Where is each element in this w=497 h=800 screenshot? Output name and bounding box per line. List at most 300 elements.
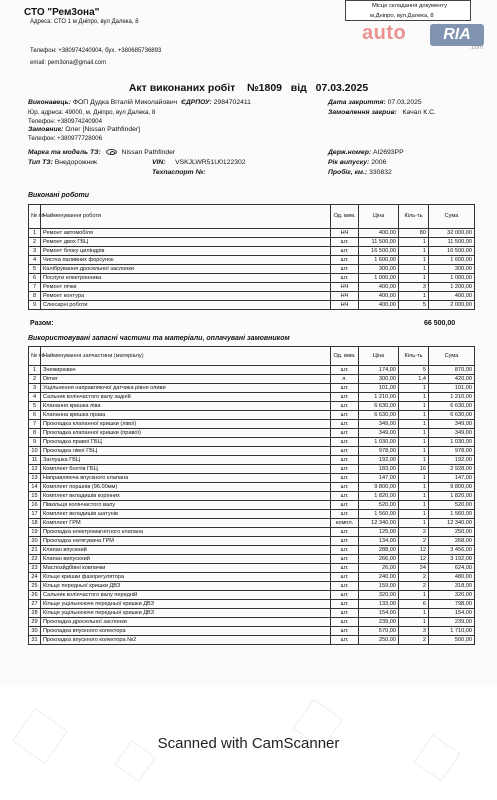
- vehicle-passport-line: Техпаспорт №:: [152, 169, 206, 176]
- works-row-sum: 16 500,00: [429, 247, 475, 256]
- parts-row-num: 2: [29, 375, 41, 384]
- parts-row-sum: 6 630,00: [429, 411, 475, 420]
- act-title: Акт виконаних робіт №1809 від 07.03.2025: [128, 82, 369, 94]
- company-phone: Телефон: +380974240904, бух. +380685736893: [30, 48, 162, 54]
- parts-row-sum: 1 560,00: [429, 510, 475, 519]
- parts-row-unit: шт.: [331, 627, 359, 636]
- parts-row-price: 266,00: [359, 555, 399, 564]
- vehicle-vin: VSKJLWR51U0122302: [175, 159, 246, 166]
- parts-row-qty: 1: [399, 591, 429, 600]
- works-row-name: Ремонт автомобіля: [41, 229, 331, 238]
- parts-row-qty: 5: [399, 366, 429, 375]
- parts-row: [29, 582, 475, 591]
- parts-row: [29, 420, 475, 429]
- parts-row-num: 1: [29, 366, 41, 375]
- parts-row-sum: 3 456,00: [429, 546, 475, 555]
- works-row: [29, 229, 475, 238]
- parts-row-num: 7: [29, 420, 41, 429]
- parts-row-sum: 1 820,00: [429, 492, 475, 501]
- works-row-qty: 5: [399, 301, 429, 310]
- parts-header-unit: Од. вим.: [331, 347, 359, 366]
- parts-row: [29, 564, 475, 573]
- parts-row-sum: 349,00: [429, 429, 475, 438]
- parts-row-qty: 1: [399, 447, 429, 456]
- parts-row-sum: 500,00: [429, 636, 475, 645]
- parts-row-unit: шт.: [331, 501, 359, 510]
- works-row-name: Ремонт контура: [41, 292, 331, 301]
- parts-row-num: 27: [29, 600, 41, 609]
- parts-row-name: Прокладка лівої ГБЦ: [41, 447, 331, 456]
- parts-row-unit: л.: [331, 375, 359, 384]
- parts-row-sum: 9 800,00: [429, 483, 475, 492]
- parts-row-qty: 1: [399, 474, 429, 483]
- parts-row-unit: шт.: [331, 456, 359, 465]
- parts-row-price: 159,00: [359, 582, 399, 591]
- works-row-sum: 300,00: [429, 265, 475, 274]
- parts-row-qty: 1: [399, 429, 429, 438]
- works-row-sum: 2 000,00: [429, 301, 475, 310]
- parts-row-price: 147,00: [359, 474, 399, 483]
- parts-row-unit: шт.: [331, 591, 359, 600]
- company-email: email: pem3ona@gmail.com: [30, 60, 107, 66]
- vehicle-year-line: Рік випуску: 2006: [328, 159, 387, 166]
- parts-row-qty: 2: [399, 537, 429, 546]
- parts-row-sum: 978,00: [429, 447, 475, 456]
- parts-row-num: 30: [29, 627, 41, 636]
- parts-row-qty: 2: [399, 528, 429, 537]
- parts-row-price: 978,00: [359, 447, 399, 456]
- parts-row-price: 134,00: [359, 537, 399, 546]
- parts-row-qty: 1: [399, 483, 429, 492]
- parts-row-num: 23: [29, 564, 41, 573]
- works-row-sum: 11 500,00: [429, 238, 475, 247]
- works-total-value: 66 500,00: [424, 320, 456, 327]
- parts-row-num: 16: [29, 501, 41, 510]
- parts-row-unit: шт.: [331, 465, 359, 474]
- works-header-price: Ціна: [359, 205, 399, 229]
- act-date: 07.03.2025: [315, 82, 369, 94]
- works-header-qty: Кіль-ть: [399, 205, 429, 229]
- parts-row-price: 570,00: [359, 627, 399, 636]
- parts-row-num: 20: [29, 537, 41, 546]
- parts-row-name: Прокладка електромагнітного клапана: [41, 528, 331, 537]
- parts-row-name: Маслозйдбівні ковпачки: [41, 564, 331, 573]
- works-row-unit: шт.: [331, 238, 359, 247]
- act-number: №1809: [246, 82, 283, 94]
- works-header-unit: Од. вим.: [331, 205, 359, 229]
- company-name: СТО "Рем3она": [24, 7, 100, 18]
- works-row-qty: 80: [399, 229, 429, 238]
- stamp-line-1: Місце складання документу: [372, 3, 448, 9]
- executor-phone: Телефон: +380974240904: [28, 118, 103, 125]
- parts-row-unit: шт.: [331, 564, 359, 573]
- parts-row-name: Кільце ущільнююче передньої кришки ДВЗ: [41, 609, 331, 618]
- parts-row: [29, 546, 475, 555]
- parts-row-name: Знежирювач: [41, 366, 331, 375]
- parts-row-qty: 1: [399, 609, 429, 618]
- parts-row-sum: 349,00: [429, 420, 475, 429]
- works-row-unit: шт.: [331, 274, 359, 283]
- parts-row-price: 6 630,00: [359, 411, 399, 420]
- parts-row-name: Комплект ГРМ: [41, 519, 331, 528]
- parts-row: [29, 573, 475, 582]
- parts-row-name: Кільце ущільнююче передньої кришки ДВЗ: [41, 600, 331, 609]
- parts-row-price: 6 630,00: [359, 402, 399, 411]
- works-header-sum: Сума: [429, 205, 475, 229]
- works-row-price: 1 000,00: [359, 274, 399, 283]
- watermark-auto: auto: [362, 22, 407, 44]
- works-row-price: 400,00: [359, 229, 399, 238]
- parts-row-price: 1 820,00: [359, 492, 399, 501]
- parts-row-num: 31: [29, 636, 41, 645]
- parts-row-num: 21: [29, 546, 41, 555]
- parts-row-sum: 520,00: [429, 501, 475, 510]
- parts-row-sum: 192,00: [429, 456, 475, 465]
- works-row-price: 400,00: [359, 301, 399, 310]
- parts-row-name: Прокладка правої ГБЦ: [41, 438, 331, 447]
- parts-row: [29, 447, 475, 456]
- parts-row-price: 349,00: [359, 420, 399, 429]
- parts-row-num: 17: [29, 510, 41, 519]
- parts-row-num: 18: [29, 519, 41, 528]
- works-row-num: 9: [29, 301, 41, 310]
- works-total-label: Разом:: [30, 320, 54, 327]
- parts-row-sum: 318,00: [429, 582, 475, 591]
- works-row-qty: 1: [399, 274, 429, 283]
- parts-row-sum: 101,00: [429, 384, 475, 393]
- parts-row-name: Комплект вкладишів корінних: [41, 492, 331, 501]
- parts-row-num: 4: [29, 393, 41, 402]
- parts-row-unit: шт.: [331, 438, 359, 447]
- parts-row-name: Кільце передньої кришки ДВЗ: [41, 582, 331, 591]
- parts-row-qty: 1: [399, 411, 429, 420]
- parts-row-name: Прокладка впускного колектора №2: [41, 636, 331, 645]
- works-row-name: Послуги електронника: [41, 274, 331, 283]
- company-address: Адреса: СТО 1 м Дніпро, вул Далека, 8: [30, 19, 139, 25]
- parts-table: [28, 346, 475, 645]
- works-row-num: 2: [29, 238, 41, 247]
- parts-row-price: 1 210,00: [359, 393, 399, 402]
- parts-row-unit: шт.: [331, 411, 359, 420]
- parts-row-qty: 1: [399, 519, 429, 528]
- parts-row-qty: 2: [399, 573, 429, 582]
- parts-row-name: Сальник колінчастого валу передній: [41, 591, 331, 600]
- vehicle-plate-line: Держ.номер: AI2693PP: [328, 149, 404, 156]
- parts-row-name: Направляюча впускного клапана: [41, 474, 331, 483]
- works-row-price: 400,00: [359, 292, 399, 301]
- parts-header-sum: Сума: [429, 347, 475, 366]
- parts-row-name: Заглушка ГБЦ: [41, 456, 331, 465]
- works-row: [29, 292, 475, 301]
- parts-row-qty: 1: [399, 420, 429, 429]
- parts-row-name: Комплект болтів ГБЦ: [41, 465, 331, 474]
- parts-row-unit: шт.: [331, 573, 359, 582]
- parts-row-name: Комплект поршнів (96.00мм): [41, 483, 331, 492]
- parts-row-price: 240,00: [359, 573, 399, 582]
- parts-row-sum: 2 928,00: [429, 465, 475, 474]
- works-table: [28, 204, 475, 310]
- parts-row-unit: шт.: [331, 618, 359, 627]
- closing-order-by: Замовлення закрив: Качал К.С.: [328, 109, 436, 116]
- executor-line: Виконавець: ФОП Дудка Віталій Миколайович ЄДРПОУ: 2984702411: [28, 99, 251, 106]
- works-row-unit: шт.: [331, 265, 359, 274]
- parts-row: [29, 636, 475, 645]
- parts-row-sum: 798,00: [429, 600, 475, 609]
- parts-section-title: Використовувані запасні частини та матеріали, оплачувані замовником: [28, 335, 290, 342]
- works-row: [29, 238, 475, 247]
- works-row-price: 16 500,00: [359, 247, 399, 256]
- parts-row-num: 25: [29, 582, 41, 591]
- parts-row: [29, 366, 475, 375]
- parts-row-name: Ущільнення направляючої датчика рівня оливи: [41, 384, 331, 393]
- parts-row-num: 15: [29, 492, 41, 501]
- parts-row-num: 24: [29, 573, 41, 582]
- parts-row-price: 349,00: [359, 429, 399, 438]
- parts-row-unit: шт.: [331, 528, 359, 537]
- works-row-sum: 1 600,00: [429, 256, 475, 265]
- works-row: [29, 274, 475, 283]
- parts-row-price: 192,00: [359, 456, 399, 465]
- parts-row-num: 13: [29, 474, 41, 483]
- parts-row-qty: 3: [399, 627, 429, 636]
- parts-header-num: № пп: [29, 347, 41, 366]
- parts-row-qty: 1: [399, 510, 429, 519]
- parts-row-name: Прокладка клапанної кришки (лівої): [41, 420, 331, 429]
- parts-row-price: 174,00: [359, 366, 399, 375]
- parts-row-sum: 320,00: [429, 591, 475, 600]
- parts-row-price: 183,00: [359, 465, 399, 474]
- works-row-num: 5: [29, 265, 41, 274]
- works-row: [29, 265, 475, 274]
- works-row-price: 300,00: [359, 265, 399, 274]
- parts-row-unit: шт.: [331, 402, 359, 411]
- parts-header-name: Найменування запчастини (матеріалу): [41, 347, 331, 366]
- parts-row: [29, 474, 475, 483]
- parts-row-qty: 24: [399, 564, 429, 573]
- vehicle-plate: AI2693PP: [373, 149, 404, 156]
- customer-line: Замовник: Олег [Nissan Pathfinder]: [28, 126, 141, 133]
- parts-row-name: Прокладка клапанної кришки (правої): [41, 429, 331, 438]
- parts-row-price: 154,00: [359, 609, 399, 618]
- parts-row-name: Сальник колінчастого валу задній: [41, 393, 331, 402]
- vehicle-mileage-line: Пробіг, км.: 330832: [328, 169, 392, 176]
- works-row-name: Слюсарні роботи: [41, 301, 331, 310]
- customer-phone: Телефон: +380977728006: [28, 135, 103, 142]
- parts-row-sum: 420,00: [429, 375, 475, 384]
- parts-row: [29, 609, 475, 618]
- works-header-name: Найменування роботи: [41, 205, 331, 229]
- parts-row-qty: 2: [399, 636, 429, 645]
- parts-row-sum: 154,00: [429, 609, 475, 618]
- parts-row-unit: шт.: [331, 429, 359, 438]
- parts-row-name: Прокладка впускного колектора: [41, 627, 331, 636]
- parts-row-price: 133,00: [359, 600, 399, 609]
- vehicle-brand: Nissan Pathfinder: [121, 149, 176, 156]
- parts-row-unit: шт.: [331, 600, 359, 609]
- parts-row-name: Кільце кришки фазорегулятора: [41, 573, 331, 582]
- parts-row-name: Кланання кришка ліва: [41, 402, 331, 411]
- parts-row-num: 12: [29, 465, 41, 474]
- watermark-com: .com: [470, 45, 484, 51]
- parts-row-price: 239,00: [359, 618, 399, 627]
- parts-row-qty: 1: [399, 402, 429, 411]
- parts-row-qty: 1: [399, 393, 429, 402]
- works-row-unit: шт.: [331, 256, 359, 265]
- executor-legal-address: Юр. адреса: 49000, м. Дніпро, вул Далека, 8: [28, 109, 156, 116]
- watermark-ria: RIA: [430, 24, 484, 46]
- works-header-num: № пп: [29, 205, 41, 229]
- parts-row-price: 12 340,00: [359, 519, 399, 528]
- parts-row-qty: 1: [399, 456, 429, 465]
- parts-row: [29, 519, 475, 528]
- works-row-num: 8: [29, 292, 41, 301]
- works-row-num: 4: [29, 256, 41, 265]
- parts-row: [29, 627, 475, 636]
- closing-date: Дата закриття: 07.03.2025: [328, 99, 422, 106]
- parts-row-name: Клапан випускний: [41, 555, 331, 564]
- works-row-qty: 1: [399, 256, 429, 265]
- parts-header-row: [29, 347, 475, 366]
- works-row-qty: 3: [399, 283, 429, 292]
- works-row-name: Калібрування дросельної заслонки: [41, 265, 331, 274]
- works-row: [29, 283, 475, 292]
- works-row-unit: НЧ: [331, 229, 359, 238]
- parts-row-name: Клапан впускний: [41, 546, 331, 555]
- parts-row: [29, 528, 475, 537]
- stamp-line-2: м.Дніпро, вул.Далека, 8: [370, 13, 434, 19]
- parts-row-price: 250,00: [359, 636, 399, 645]
- parts-row-qty: 1: [399, 384, 429, 393]
- works-row-unit: шт.: [331, 247, 359, 256]
- parts-row-price: 1 560,00: [359, 510, 399, 519]
- parts-row-num: 14: [29, 483, 41, 492]
- parts-row-name: Прокладка натягувача ГРМ: [41, 537, 331, 546]
- works-row-price: 1 600,00: [359, 256, 399, 265]
- parts-row-sum: 12 340,00: [429, 519, 475, 528]
- parts-row-price: 125,00: [359, 528, 399, 537]
- parts-row-unit: шт.: [331, 492, 359, 501]
- parts-row-qty: 1: [399, 618, 429, 627]
- parts-row-unit: шт.: [331, 555, 359, 564]
- parts-row-name: Dimer: [41, 375, 331, 384]
- parts-row: [29, 483, 475, 492]
- parts-row: [29, 492, 475, 501]
- parts-row-unit: шт.: [331, 537, 359, 546]
- works-row-name: Ремонт блоку циліндрів: [41, 247, 331, 256]
- parts-row-price: 1 030,00: [359, 438, 399, 447]
- parts-row-sum: 1 030,00: [429, 438, 475, 447]
- parts-row-qty: 6: [399, 600, 429, 609]
- works-row: [29, 301, 475, 310]
- parts-row-unit: шт.: [331, 366, 359, 375]
- works-row-unit: НЧ: [331, 292, 359, 301]
- vehicle-vin-line: VIN: VSKJLWR51U0122302: [152, 159, 246, 166]
- works-row-qty: 1: [399, 238, 429, 247]
- works-row: [29, 247, 475, 256]
- parts-row: [29, 429, 475, 438]
- parts-row-price: 9 800,00: [359, 483, 399, 492]
- parts-row: [29, 537, 475, 546]
- parts-row-qty: 1,4: [399, 375, 429, 384]
- parts-row: [29, 465, 475, 474]
- executor-name: ФОП Дудка Віталій Миколайович: [72, 99, 178, 106]
- parts-row-qty: 1: [399, 438, 429, 447]
- parts-row-num: 28: [29, 609, 41, 618]
- parts-row-sum: 480,00: [429, 573, 475, 582]
- parts-row-unit: шт.: [331, 609, 359, 618]
- works-row-num: 1: [29, 229, 41, 238]
- parts-row-qty: 12: [399, 555, 429, 564]
- parts-row-qty: 1: [399, 501, 429, 510]
- works-row-num: 6: [29, 274, 41, 283]
- parts-row: [29, 375, 475, 384]
- parts-row-unit: шт.: [331, 546, 359, 555]
- works-row-price: 11 500,00: [359, 238, 399, 247]
- parts-row-price: 288,00: [359, 546, 399, 555]
- parts-row-sum: 147,00: [429, 474, 475, 483]
- parts-row-unit: шт.: [331, 582, 359, 591]
- parts-row-sum: 268,00: [429, 537, 475, 546]
- parts-row-unit: шт.: [331, 384, 359, 393]
- works-row-name: Чистка паливних форсунок: [41, 256, 331, 265]
- parts-row: [29, 510, 475, 519]
- parts-row-unit: шт.: [331, 447, 359, 456]
- parts-row-sum: 250,00: [429, 528, 475, 537]
- parts-row-sum: 1 710,00: [429, 627, 475, 636]
- customer-name: Олег [Nissan Pathfinder]: [65, 126, 141, 133]
- nissan-logo-icon: [106, 149, 117, 155]
- works-row-unit: НЧ: [331, 301, 359, 310]
- parts-row-name: Прокладка дросельної заслонки: [41, 618, 331, 627]
- parts-row-unit: шт.: [331, 636, 359, 645]
- parts-header-price: Ціна: [359, 347, 399, 366]
- parts-row-sum: 239,00: [429, 618, 475, 627]
- parts-row-qty: 16: [399, 465, 429, 474]
- parts-row: [29, 384, 475, 393]
- parts-row-unit: шт.: [331, 393, 359, 402]
- parts-row-name: Комплект вкладишів шатунів: [41, 510, 331, 519]
- parts-row: [29, 411, 475, 420]
- works-row-num: 3: [29, 247, 41, 256]
- parts-row: [29, 393, 475, 402]
- vehicle-type-line: Тип ТЗ: Внедорожник: [28, 159, 97, 166]
- parts-row-num: 26: [29, 591, 41, 600]
- parts-row-unit: шт.: [331, 510, 359, 519]
- works-row-qty: 1: [399, 292, 429, 301]
- works-row: [29, 256, 475, 265]
- parts-row-price: 520,00: [359, 501, 399, 510]
- parts-row-sum: 624,00: [429, 564, 475, 573]
- parts-row-num: 9: [29, 438, 41, 447]
- parts-row-unit: шт.: [331, 474, 359, 483]
- parts-row: [29, 438, 475, 447]
- parts-row-num: 3: [29, 384, 41, 393]
- camscanner-caption: Scanned with CamScanner: [157, 735, 340, 752]
- works-row-unit: НЧ: [331, 283, 359, 292]
- parts-row-sum: 1 210,00: [429, 393, 475, 402]
- works-section-title: Виконані роботи: [28, 192, 90, 199]
- parts-row-sum: 6 630,00: [429, 402, 475, 411]
- parts-row-qty: 12: [399, 546, 429, 555]
- parts-row-num: 10: [29, 447, 41, 456]
- parts-row-name: Клапанна кришка права: [41, 411, 331, 420]
- parts-row-num: 6: [29, 411, 41, 420]
- parts-row-num: 11: [29, 456, 41, 465]
- parts-row-qty: 2: [399, 582, 429, 591]
- parts-row: [29, 591, 475, 600]
- parts-row: [29, 618, 475, 627]
- parts-row-name: Півкільця колінчастого валу: [41, 501, 331, 510]
